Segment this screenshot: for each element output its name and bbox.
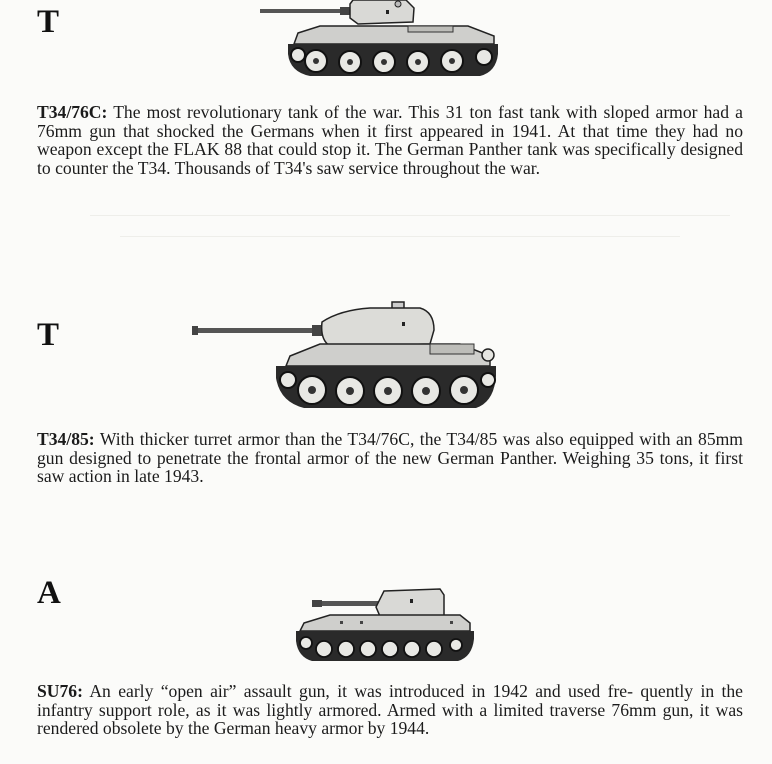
section-letter: A — [37, 575, 61, 611]
section-letter: T — [37, 317, 60, 353]
tank-name: T34/85: — [37, 429, 95, 449]
tank-description-text: The most revolutionary tank of the war. This 31 ton fast tank with sloped armor had a 76mm gun that shocked the Germans when it first appeared in 1941. At that time they had no weapon except the FLAK 88 that could stop it. The German Panther tank was specifically designed to counter the T34. Thousands of T34's saw service throughout the war. — [37, 102, 743, 178]
su76-assault-gun-illustration — [290, 585, 480, 665]
t34-85-description — [37, 430, 743, 486]
tank-name: SU76: — [37, 681, 83, 701]
tank-description-text: An early “open air” assault gun, it was introduced in 1942 and used fre- quently in the infantry support role, as it was lightly armored. Armed with a limited traverse 76mm gun, it was rendered obsolete by the German heavy armor by 1944. — [37, 681, 743, 739]
bleed-through — [60, 205, 750, 265]
tank-description-text: With thicker turret armor than the T34/76C, the T34/85 was also equipped with an 85mm gun designed to penetrate the frontal armor of the new German Panther. Weighing 35 tons, it first saw action in late 1943. — [37, 429, 743, 487]
tank-name: T34/76C: — [37, 102, 108, 122]
t34-76c-description — [37, 103, 743, 177]
section-letter: T — [37, 4, 60, 40]
t34-85-tank-illustration — [190, 300, 510, 415]
su76-description — [37, 682, 743, 738]
t34-76c-tank-illustration — [258, 0, 508, 86]
